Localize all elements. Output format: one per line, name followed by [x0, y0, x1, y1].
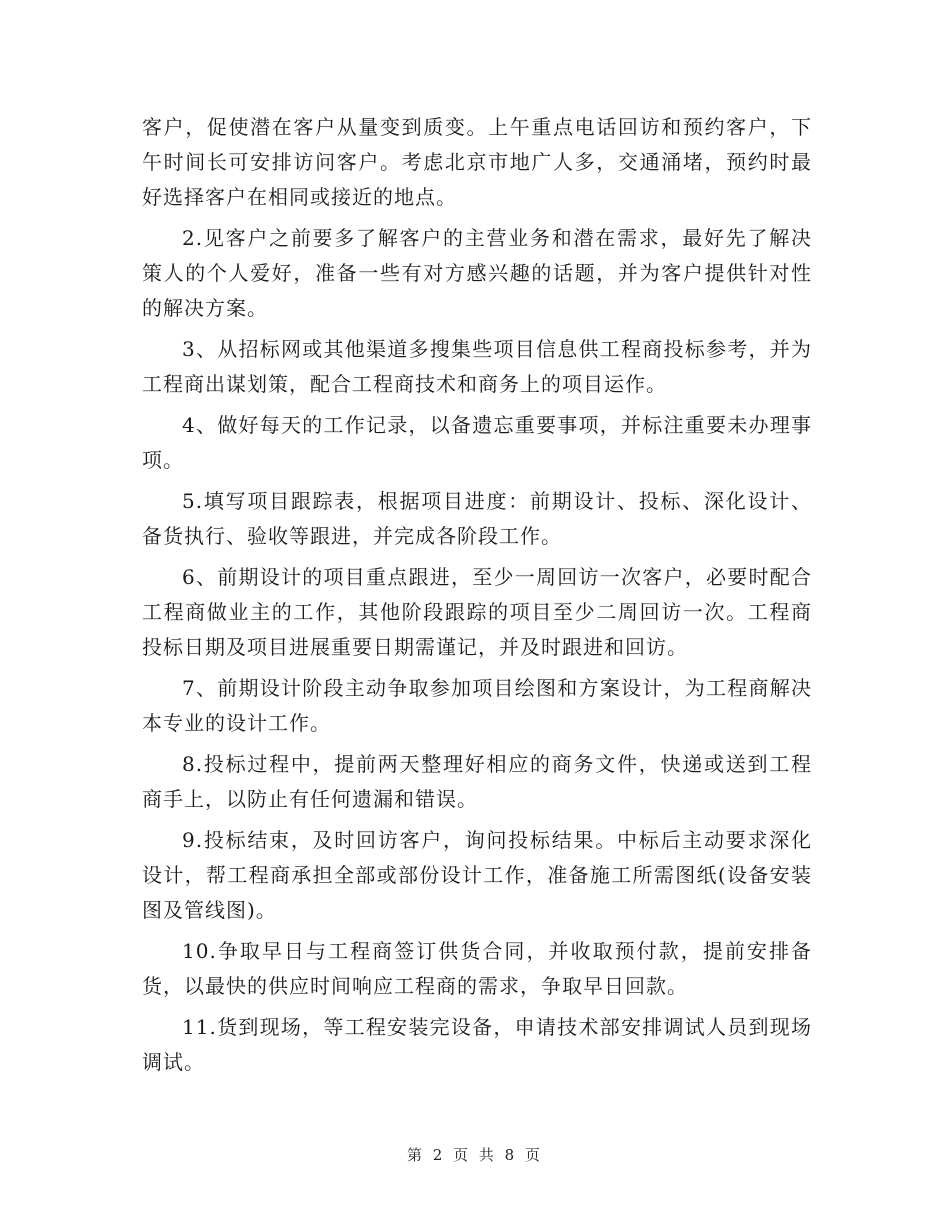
paragraph-item-4: 4、做好每天的工作记录，以备遗忘重要事项，并标注重要未办理事项。 — [142, 413, 812, 472]
page-number-footer: 第 2 页 共 8 页 — [407, 1146, 543, 1164]
paragraph-item-3: 3、从招标网或其他渠道多搜集些项目信息供工程商投标参考，并为工程商出谋划策，配合工程商技术和商务上的项目运作。 — [142, 337, 812, 396]
document-body — [142, 110, 812, 1086]
paragraph-item-10: 10.争取早日与工程商签订供货合同，并收取预付款，提前安排备货，以最快的供应时间响应工程商的需求，争取早日回款。 — [142, 939, 812, 998]
paragraph-item-2: 2.见客户之前要多了解客户的主营业务和潜在需求，最好先了解决策人的个人爱好，准备一些有对方感兴趣的话题，并为客户提供针对性的解决方案。 — [142, 226, 812, 320]
paragraph-item-9: 9.投标结束，及时回访客户，询问投标结果。中标后主动要求深化设计，帮工程商承担全部或部份设计工作，准备施工所需图纸(设备安装图及管线图)。 — [142, 828, 812, 922]
paragraph-item-8: 8.投标过程中，提前两天整理好相应的商务文件，快递或送到工程商手上，以防止有任何遗漏和错误。 — [142, 752, 812, 811]
paragraph-continuation: 客户，促使潜在客户从量变到质变。上午重点电话回访和预约客户，下午时间长可安排访问客户。考虑北京市地广人多，交通涌堵，预约时最好选择客户在相同或接近的地点。 — [142, 115, 812, 209]
paragraph-item-11: 11.货到现场，等工程安装完设备，申请技术部安排调试人员到现场调试。 — [142, 1015, 812, 1074]
paragraph-item-6: 6、前期设计的项目重点跟进，至少一周回访一次客户，必要时配合工程商做业主的工作，其他阶段跟踪的项目至少二周回访一次。工程商投标日期及项目进展重要日期需谨记，并及时跟进和回访。 — [142, 565, 812, 659]
paragraph-item-5: 5.填写项目跟踪表，根据项目进度：前期设计、投标、深化设计、备货执行、验收等跟进，并完成各阶段工作。 — [142, 489, 812, 548]
paragraph-item-7: 7、前期设计阶段主动争取参加项目绘图和方案设计，为工程商解决本专业的设计工作。 — [142, 676, 812, 735]
